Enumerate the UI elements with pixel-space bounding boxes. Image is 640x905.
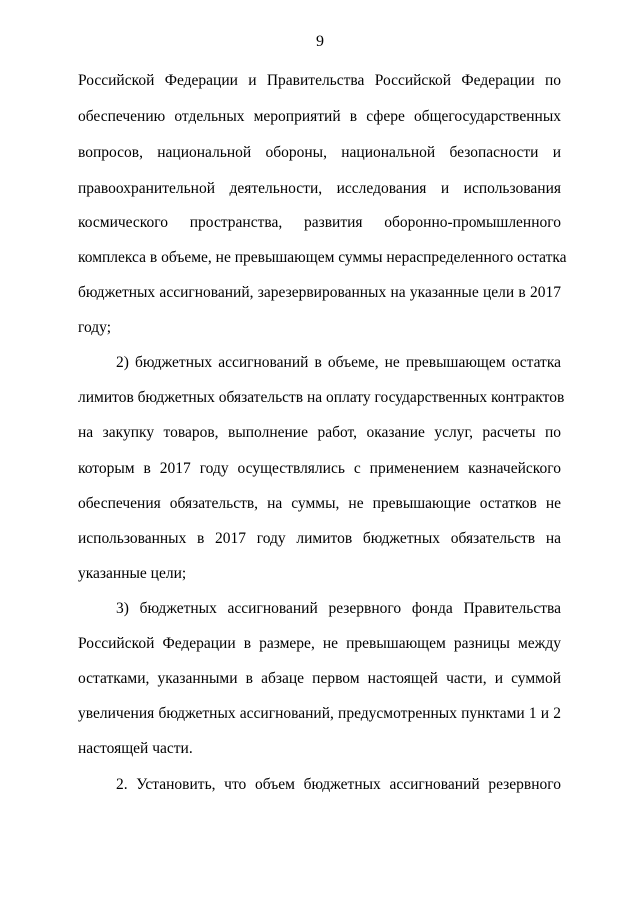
- paragraph-4-line-1: 2. Установить, что объем бюджетных ассигнований резервного: [116, 776, 561, 793]
- paragraph-2-line-1: 2) бюджетных ассигнований в объеме, не превышающем остатка: [116, 354, 561, 371]
- paragraph-3-line-3: остатками, указанными в абзаце первом настоящей части, и суммой: [78, 670, 561, 687]
- paragraph-2-line-5: обеспечения обязательств, на суммы, не превышающие остатков не: [78, 495, 561, 512]
- paragraph-1-line-2: обеспечению отдельных мероприятий в сфере общегосударственных: [78, 108, 561, 125]
- paragraph-1-line-3: вопросов, национальной обороны, национальной безопасности и: [78, 144, 561, 161]
- paragraph-2-line-3: на закупку товаров, выполнение работ, оказание услуг, расчеты по: [78, 424, 561, 441]
- paragraph-1-line-7: бюджетных ассигнований, зарезервированных на указанные цели в 2017: [78, 284, 561, 301]
- paragraph-1-line-5: космического пространства, развития оборонно-промышленного: [78, 214, 561, 231]
- paragraph-3-line-5: настоящей части.: [78, 740, 193, 757]
- paragraph-2-line-4: которым в 2017 году осуществлялись с применением казначейского: [78, 460, 561, 477]
- paragraph-3-line-2: Российской Федерации в размере, не превышающем разницы между: [78, 635, 561, 652]
- paragraph-1-line-4: правоохранительной деятельности, исследования и использования: [78, 180, 561, 197]
- paragraph-3-line-1: 3) бюджетных ассигнований резервного фонда Правительства: [116, 600, 561, 617]
- page-number: 9: [316, 33, 324, 50]
- paragraph-1-line-6: комплекса в объеме, не превышающем суммы нераспределенного остатка: [78, 249, 567, 266]
- paragraph-2-line-2: лимитов бюджетных обязательств на оплату государственных контрактов: [78, 389, 565, 406]
- paragraph-2-line-6: использованных в 2017 году лимитов бюджетных обязательств на: [78, 530, 561, 547]
- paragraph-1-line-8: году;: [78, 319, 112, 336]
- paragraph-3-line-4: увеличения бюджетных ассигнований, предусмотренных пунктами 1 и 2: [78, 705, 561, 722]
- paragraph-2-line-7: указанные цели;: [78, 565, 187, 582]
- paragraph-1-line-1: Российской Федерации и Правительства Российской Федерации по: [78, 72, 561, 89]
